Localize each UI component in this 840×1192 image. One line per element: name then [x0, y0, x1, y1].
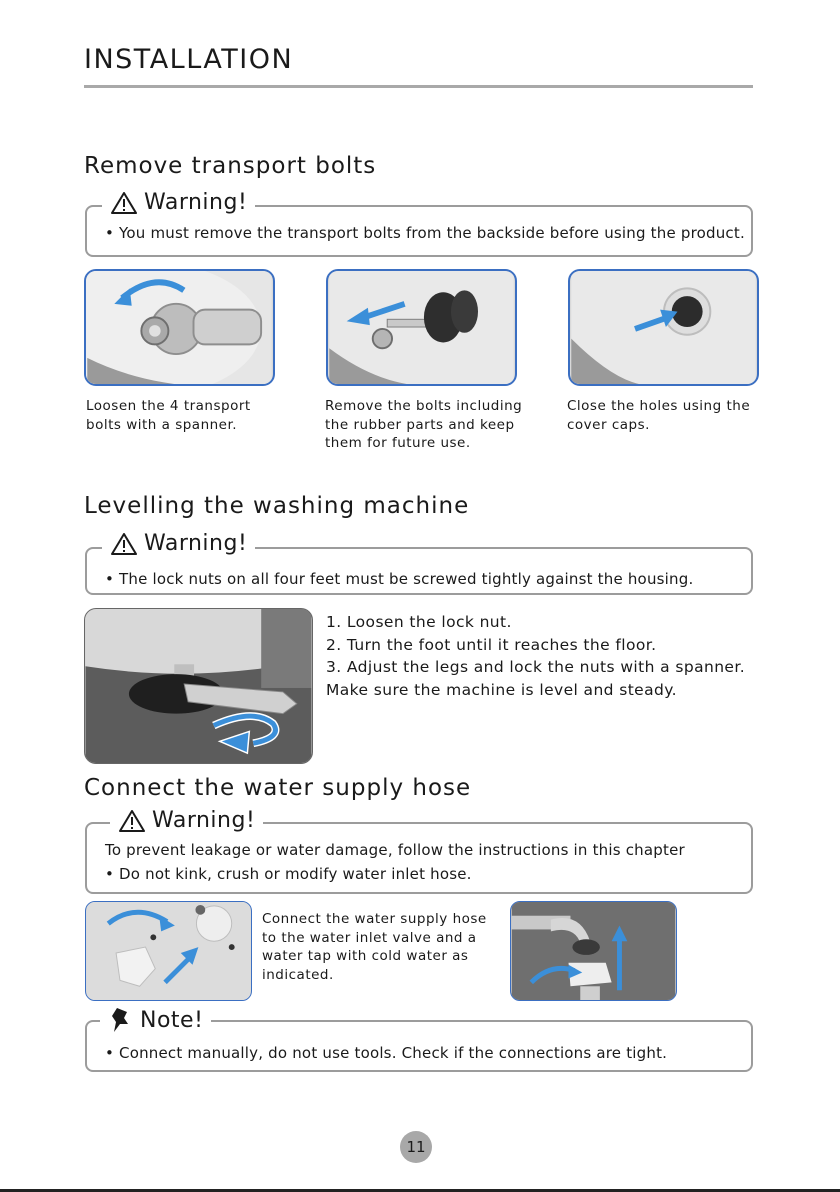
note-label-text: Note! — [140, 1007, 204, 1033]
levelling-warning-label — [102, 531, 255, 556]
warning-triangle-icon — [110, 532, 138, 556]
photo-remove-bolts — [326, 269, 517, 386]
caption-cover-caps: Close the holes using the cover caps. — [567, 398, 751, 433]
caption-loosen-bolts: Loosen the 4 transport bolts with a spanner. — [86, 398, 251, 433]
levelling-warning-text: • The lock nuts on all four feet must be screwed tightly against the housing. — [105, 570, 694, 588]
levelling-steps — [326, 611, 746, 701]
photo-inlet-valve — [85, 901, 252, 1001]
water-warning-line1: To prevent leakage or water damage, follow the instructions in this chapter — [105, 841, 685, 859]
pushpin-icon — [108, 1006, 134, 1034]
photo-loosen-bolts — [84, 269, 275, 386]
page-number: 11 — [400, 1131, 432, 1163]
warning-label-text: Warning! — [144, 190, 248, 215]
photo-cover-caps — [568, 269, 759, 386]
spanner-on-bolt-illustration — [86, 271, 273, 384]
warning-label-text: Warning! — [144, 531, 248, 556]
levelling-step-3: 3. Adjust the legs and lock the nuts with a spanner. Make sure the machine is level and steady. — [326, 658, 746, 699]
levelling-step-1: 1. Loosen the lock nut. — [326, 613, 512, 631]
caption-remove-bolts: Remove the bolts including the rubber parts and keep them for future use. — [325, 398, 523, 451]
water-caption: Connect the water supply hose to the water inlet valve and a water tap with cold water as indicated. — [262, 911, 487, 983]
section-title-water-supply: Connect the water supply hose — [84, 775, 472, 801]
title-divider — [84, 85, 753, 88]
foot-lock-nut-illustration — [85, 609, 312, 763]
photo-water-tap — [510, 901, 677, 1001]
page-title: INSTALLATION — [84, 44, 294, 75]
warning-label-text: Warning! — [152, 808, 256, 833]
water-warning-label — [110, 808, 263, 833]
water-warning-line2: • Do not kink, crush or modify water inlet hose. — [105, 865, 472, 883]
transport-warning-label — [102, 190, 255, 215]
note-label — [100, 1006, 211, 1034]
inlet-valve-illustration — [86, 902, 251, 1000]
warning-triangle-icon — [110, 191, 138, 215]
bolt-with-rubber-illustration — [328, 271, 515, 384]
section-title-levelling: Levelling the washing machine — [84, 493, 470, 519]
cover-cap-illustration — [570, 271, 757, 384]
section-title-transport-bolts: Remove transport bolts — [84, 153, 377, 179]
warning-triangle-icon — [118, 809, 146, 833]
water-tap-illustration — [511, 902, 676, 1000]
photo-levelling-foot — [84, 608, 313, 764]
transport-warning-text: • You must remove the transport bolts from the backside before using the product. — [105, 224, 745, 242]
note-text: • Connect manually, do not use tools. Check if the connections are tight. — [105, 1044, 668, 1062]
levelling-step-2: 2. Turn the foot until it reaches the floor. — [326, 635, 657, 654]
